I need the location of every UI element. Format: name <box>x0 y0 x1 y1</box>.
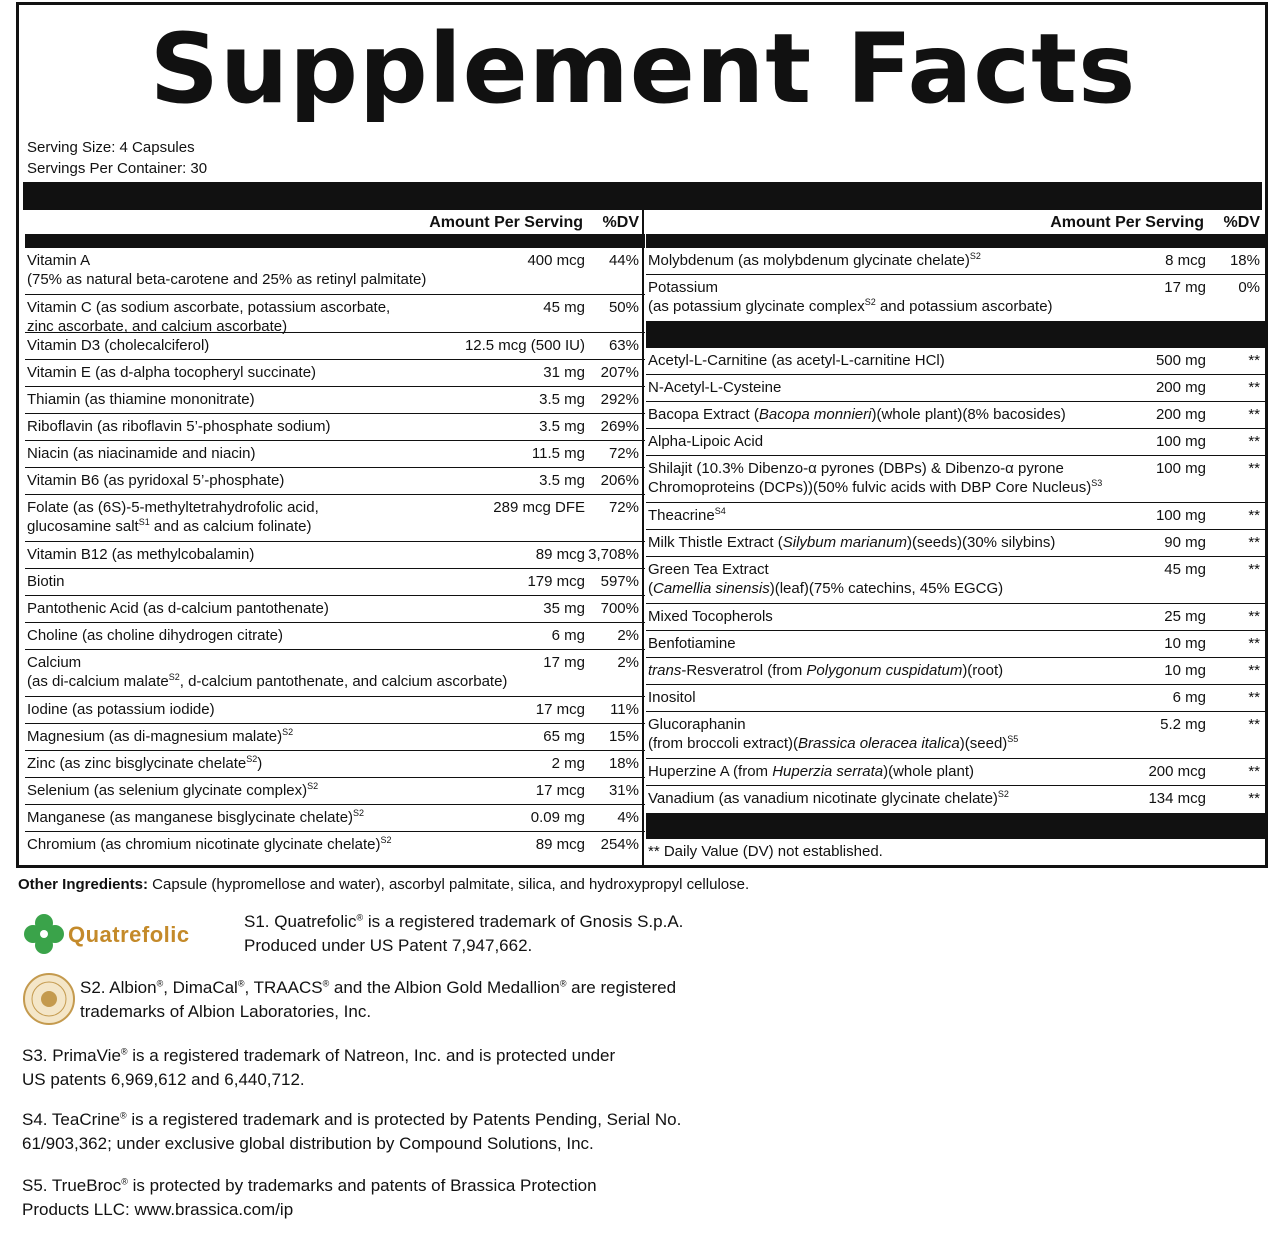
note-s5-line2: Products LLC: www.brassica.com/ip <box>22 1200 294 1219</box>
dv-value: ** <box>1248 460 1260 477</box>
note-s5 <box>22 1174 597 1222</box>
right-column <box>646 210 1266 865</box>
dv-value: 207% <box>600 364 639 381</box>
nutrient-name-text: Niacin (as niacinamide and niacin) <box>27 445 256 462</box>
nutrient-name-line2 <box>648 734 1018 754</box>
amount-value: 8 mcg <box>1165 252 1206 269</box>
nutrient-name-text: (as potassium glycinate complex <box>648 298 865 315</box>
footnote-ref: S2 <box>380 835 392 845</box>
nutrient-name-line2 <box>648 478 1102 498</box>
nutrient-name-text: Choline (as choline dihydrogen citrate) <box>27 627 283 644</box>
nutrient-name-text: Thiamin (as thiamine mononitrate) <box>27 391 255 408</box>
note-s5-a: S5. TrueBroc <box>22 1176 122 1195</box>
dv-header: %DV <box>1223 214 1260 231</box>
nutrient-name-text: (from broccoli extract)( <box>648 735 799 752</box>
nutrient-name-text: zinc ascorbate, and calcium ascorbate) <box>27 318 288 335</box>
footnote-ref: S2 <box>246 754 258 764</box>
amount-value: 11.5 mg <box>531 445 585 462</box>
nutrient-name-text: )(seed) <box>959 735 1008 752</box>
dv-value: 31% <box>608 782 639 799</box>
nutrient-name-text: )(whole plant)(8% bacosides) <box>871 406 1066 423</box>
nutrient-name <box>27 417 331 437</box>
amount-header: Amount Per Serving <box>429 214 583 231</box>
nutrient-name-italic: Huperzia serrata <box>772 763 884 780</box>
dv-value: 700% <box>600 600 639 617</box>
amount-value: 6 mg <box>551 627 585 644</box>
table-row <box>646 275 1266 322</box>
nutrient-name-text: Biotin <box>27 573 65 590</box>
footnote-ref: S5 <box>1007 734 1019 744</box>
note-s3-a: S3. PrimaVie <box>22 1046 121 1065</box>
nutrient-name-text: Chromoproteins (DCPs))(50% fulvic acids with DBP Core Nucleus) <box>648 479 1092 496</box>
table-row <box>25 441 645 468</box>
amount-value: 200 mg <box>1155 379 1206 396</box>
section-bar <box>646 322 1266 348</box>
note-s2-e: are registered <box>566 978 677 997</box>
nutrient-name-italic: trans <box>648 662 682 679</box>
dv-value: 2% <box>617 654 639 671</box>
dv-value: 269% <box>600 418 639 435</box>
dv-value: ** <box>1248 379 1260 396</box>
table-row <box>646 429 1266 456</box>
note-s2-d: and the Albion Gold Medallion <box>329 978 560 997</box>
dv-value: 44% <box>608 252 639 269</box>
footnote-ref: S2 <box>997 789 1009 799</box>
clover-icon <box>22 912 66 956</box>
note-s4-line2: 61/903,362; under exclusive global distribution by Compound Solutions, Inc. <box>22 1134 594 1153</box>
nutrient-name <box>648 533 1055 553</box>
nutrient-name <box>27 808 364 828</box>
amount-value: 2 mg <box>551 755 585 772</box>
amount-value: 17 mcg <box>535 701 585 718</box>
nutrient-name <box>27 251 90 271</box>
table-row <box>25 360 645 387</box>
nutrient-name-text: N-Acetyl-L-Cysteine <box>648 379 782 396</box>
amount-value: 400 mcg <box>527 252 585 269</box>
amount-value: 0.09 mg <box>530 809 585 826</box>
nutrient-name-text: (as di-calcium malate <box>27 673 169 690</box>
nutrient-name-text: Vitamin D3 (cholecalciferol) <box>27 337 210 354</box>
nutrient-name-text: Shilajit (10.3% Dibenzo-α pyrones (DBPs) & Dibenzo-α pyrone <box>648 460 1064 477</box>
dv-value: 597% <box>600 573 639 590</box>
dv-value: ** <box>1248 662 1260 679</box>
note-s1-b: is a registered trademark of Gnosis S.p.A. <box>363 912 684 931</box>
nutrient-name <box>27 471 284 491</box>
amount-value: 25 mg <box>1164 608 1206 625</box>
registered-mark: ® <box>356 912 364 923</box>
note-s4-a: S4. TeaCrine <box>22 1110 120 1129</box>
nutrient-name-text: Manganese (as manganese bisglycinate chelate) <box>27 809 354 826</box>
table-row <box>25 248 645 295</box>
amount-value: 10 mg <box>1164 635 1206 652</box>
nutrient-name-text: Riboflavin (as riboflavin 5’-phosphate sodium) <box>27 418 331 435</box>
registered-mark: ® <box>559 978 567 989</box>
left-rows <box>25 248 645 858</box>
footnote-ref: S3 <box>1091 478 1103 488</box>
nutrient-name-italic: Camellia sinensis <box>653 580 770 597</box>
amount-value: 5.2 mg <box>1160 716 1206 733</box>
nutrient-name-text: and potassium ascorbate) <box>875 298 1053 315</box>
table-row <box>646 402 1266 429</box>
nutrient-name-italic: Brassica oleracea italica <box>798 735 960 752</box>
note-s2 <box>80 976 676 1024</box>
amount-value: 35 mg <box>543 600 585 617</box>
nutrient-name-text: Milk Thistle Extract ( <box>648 534 783 551</box>
dv-value: ** <box>1248 534 1260 551</box>
nutrient-name-text: Alpha-Lipoic Acid <box>648 433 764 450</box>
dv-value: 50% <box>608 299 639 316</box>
nutrient-name <box>27 298 390 318</box>
registered-mark: ® <box>121 1176 128 1187</box>
dv-value: 292% <box>600 391 639 408</box>
nutrient-name-text: ) <box>257 755 263 772</box>
nutrient-name-text: )(whole plant) <box>883 763 974 780</box>
quatrefolic-logo <box>22 912 250 958</box>
table-row <box>25 495 645 542</box>
header-bar <box>23 182 1262 210</box>
note-s2-c: , TRAACS <box>244 978 323 997</box>
note-s2-line2: trademarks of Albion Laboratories, Inc. <box>80 1002 372 1021</box>
amount-value: 3.5 mg <box>539 472 585 489</box>
dv-value: 254% <box>600 836 639 853</box>
table-row <box>25 569 645 596</box>
dv-value: 18% <box>1229 252 1260 269</box>
nutrient-name <box>648 560 769 580</box>
dv-value: ** <box>1248 716 1260 733</box>
nutrient-name-line2 <box>27 672 507 692</box>
nutrient-name-line2 <box>27 270 426 290</box>
nutrient-name-text: Vitamin A <box>27 252 91 269</box>
table-row <box>646 456 1266 503</box>
column-header <box>25 210 645 234</box>
column-header <box>646 210 1266 234</box>
table-row <box>25 724 645 751</box>
nutrient-name-italic: Bacopa monnieri <box>758 406 872 423</box>
dv-value: 206% <box>600 472 639 489</box>
dv-value: 11% <box>610 701 639 718</box>
dv-value: 72% <box>608 499 639 516</box>
dv-value: ** <box>1248 352 1260 369</box>
section-bar <box>646 813 1266 839</box>
note-s2-b: , DimaCal <box>163 978 238 997</box>
nutrient-name-text: (75% as natural beta-carotene and 25% as retinyl palmitate) <box>27 271 427 288</box>
dv-value: 63% <box>608 337 639 354</box>
amount-value: 200 mg <box>1155 406 1206 423</box>
nutrient-name <box>648 432 763 452</box>
amount-value: 89 mcg <box>535 546 585 563</box>
nutrient-name-line2 <box>27 517 312 537</box>
table-row <box>646 348 1266 375</box>
nutrient-name-italic: Polygonum cuspidatum <box>806 662 963 679</box>
footnote-ref: S4 <box>714 506 726 516</box>
nutrient-name <box>27 444 255 464</box>
dv-value: 18% <box>608 755 639 772</box>
nutrient-name-text: )(seeds)(30% silybins) <box>906 534 1056 551</box>
nutrient-name-text: glucosamine salt <box>27 518 139 535</box>
registered-mark: ® <box>237 978 245 989</box>
amount-value: 45 mg <box>1164 561 1206 578</box>
nutrient-name <box>648 789 1009 809</box>
nutrient-name-text: Chromium (as chromium nicotinate glycinate chelate) <box>27 836 381 853</box>
right-rows-minerals <box>646 248 1266 322</box>
nutrient-name-text: Zinc (as zinc bisglycinate chelate <box>27 755 247 772</box>
header-rule <box>25 234 645 248</box>
table-row <box>646 503 1266 530</box>
nutrient-name <box>27 572 65 592</box>
table-row <box>646 658 1266 685</box>
nutrient-name-text: Inositol <box>648 689 696 706</box>
footnote-ref: S2 <box>307 781 319 791</box>
nutrient-name <box>648 634 736 654</box>
dv-value: ** <box>1248 790 1260 807</box>
nutrient-name-text: )(leaf)(75% catechins, 45% EGCG) <box>769 580 1004 597</box>
nutrient-name <box>648 378 781 398</box>
note-s4-b: is a registered trademark and is protected by Patents Pending, Serial No. <box>126 1110 682 1129</box>
footnote-ref: S1 <box>138 517 150 527</box>
nutrient-name-line2 <box>648 579 1003 599</box>
amount-value: 17 mg <box>543 654 585 671</box>
dv-value: ** <box>1248 763 1260 780</box>
table-row <box>25 751 645 778</box>
nutrient-name <box>648 688 696 708</box>
nutrient-name <box>27 835 392 855</box>
nutrient-name <box>27 599 329 619</box>
nutrient-name-text: ( <box>648 580 653 597</box>
table-row <box>646 530 1266 557</box>
table-row <box>646 786 1266 813</box>
dv-value: ** <box>1248 608 1260 625</box>
albion-seal-icon <box>22 972 76 1026</box>
nutrient-name-text: Selenium (as selenium glycinate complex) <box>27 782 308 799</box>
nutrient-name-text: Glucoraphanin <box>648 716 746 733</box>
other-ingredients-label: Other Ingredients: <box>18 876 149 893</box>
nutrient-name-text: Folate (as (6S)-5-methyltetrahydrofolic acid, <box>27 499 319 516</box>
table-row <box>25 805 645 832</box>
footnote-ref: S2 <box>353 808 365 818</box>
nutrient-name <box>27 363 316 383</box>
nutrient-name <box>27 336 209 356</box>
nutrient-name <box>648 251 981 271</box>
dv-value: ** <box>1248 635 1260 652</box>
nutrient-name <box>648 762 974 782</box>
nutrient-name-text: )(root) <box>962 662 1004 679</box>
footnote-ref: S2 <box>282 727 294 737</box>
supplement-facts-panel <box>16 2 1268 868</box>
dv-value: 72% <box>608 445 639 462</box>
nutrient-name <box>648 715 746 735</box>
amount-value: 3.5 mg <box>539 418 585 435</box>
nutrient-name <box>648 459 1064 479</box>
note-s1-a: S1. Quatrefolic <box>244 912 357 931</box>
table-row <box>646 685 1266 712</box>
nutrient-name-text: Mixed Tocopherols <box>648 608 773 625</box>
note-s2-a: S2. Albion <box>80 978 157 997</box>
table-row <box>646 604 1266 631</box>
dv-value: 2% <box>617 627 639 644</box>
amount-value: 100 mg <box>1155 507 1206 524</box>
servings-per-container: Servings Per Container: 30 <box>27 160 208 177</box>
nutrient-name-text: Bacopa Extract ( <box>648 406 759 423</box>
dv-value: ** <box>1248 561 1260 578</box>
dv-value: 4% <box>617 809 639 826</box>
dv-header: %DV <box>602 214 639 231</box>
left-column <box>25 210 645 858</box>
table-row <box>25 596 645 623</box>
nutrient-name <box>27 653 81 673</box>
note-s1-line2: Produced under US Patent 7,947,662. <box>244 936 533 955</box>
nutrient-name <box>648 405 1066 425</box>
table-row <box>25 778 645 805</box>
header-rule <box>646 234 1266 248</box>
nutrient-name-text: Vitamin B12 (as methylcobalamin) <box>27 546 255 563</box>
amount-value: 500 mg <box>1155 352 1206 369</box>
table-row <box>646 557 1266 604</box>
note-s1 <box>244 910 683 958</box>
nutrient-name-text: Huperzine A (from <box>648 763 773 780</box>
dv-value: 0% <box>1238 279 1260 296</box>
registered-mark: ® <box>322 978 330 989</box>
nutrient-name <box>648 278 718 298</box>
nutrient-name <box>27 781 318 801</box>
nutrient-name <box>648 351 945 371</box>
amount-header: Amount Per Serving <box>1050 214 1204 231</box>
right-rows-ingredients <box>646 348 1266 813</box>
table-row <box>25 333 645 360</box>
nutrient-name <box>648 607 773 627</box>
nutrient-name-text: Vanadium (as vanadium nicotinate glycinate chelate) <box>648 790 998 807</box>
nutrient-name-line2 <box>648 297 1053 317</box>
table-row <box>25 832 645 858</box>
amount-value: 17 mg <box>1164 279 1206 296</box>
nutrient-name <box>648 506 726 526</box>
nutrient-name-text: Green Tea Extract <box>648 561 769 578</box>
table-row <box>25 414 645 441</box>
table-row <box>646 759 1266 786</box>
amount-value: 65 mg <box>543 728 585 745</box>
nutrient-name-text: Acetyl-L-Carnitine (as acetyl-L-carnitine HCl) <box>648 352 945 369</box>
nutrient-name <box>27 390 255 410</box>
nutrient-name <box>27 754 262 774</box>
table-row <box>646 712 1266 759</box>
dv-value: ** <box>1248 507 1260 524</box>
nutrient-name-text: Magnesium (as di-magnesium malate) <box>27 728 283 745</box>
amount-value: 100 mg <box>1155 433 1206 450</box>
nutrient-name-text: Potassium <box>648 279 719 296</box>
nutrient-name <box>27 727 293 747</box>
amount-value: 10 mg <box>1164 662 1206 679</box>
amount-value: 100 mg <box>1155 460 1206 477</box>
nutrient-name-text: Vitamin E (as d-alpha tocopheryl succinate) <box>27 364 317 381</box>
serving-size: Serving Size: 4 Capsules <box>27 139 195 156</box>
table-row <box>25 623 645 650</box>
table-row <box>25 542 645 569</box>
other-ingredients <box>18 876 749 893</box>
amount-value: 3.5 mg <box>539 391 585 408</box>
amount-value: 12.5 mcg (500 IU) <box>464 337 585 354</box>
nutrient-name-text: Theacrine <box>648 507 715 524</box>
nutrient-name <box>648 661 1003 681</box>
nutrient-name-text: -Resveratrol (from <box>681 662 807 679</box>
nutrient-name <box>27 545 254 565</box>
other-ingredients-text: Capsule (hypromellose and water), ascorbyl palmitate, silica, and hydroxypropyl cellulose. <box>148 876 750 893</box>
nutrient-name <box>27 700 215 720</box>
amount-value: 6 mg <box>1172 689 1206 706</box>
nutrient-name-text: Pantothenic Acid (as d-calcium pantothenate) <box>27 600 329 617</box>
nutrient-name-text: Benfotiamine <box>648 635 736 652</box>
nutrient-name-text: Vitamin B6 (as pyridoxal 5’-phosphate) <box>27 472 285 489</box>
footnote-ref: S2 <box>864 297 876 307</box>
registered-mark: ® <box>120 1046 128 1057</box>
table-row <box>25 697 645 724</box>
nutrient-name-text: Calcium <box>27 654 82 671</box>
amount-value: 90 mg <box>1164 534 1206 551</box>
dv-value: ** <box>1248 689 1260 706</box>
dv-value: ** <box>1248 433 1260 450</box>
amount-value: 179 mcg <box>527 573 585 590</box>
nutrient-name-text: Molybdenum (as molybdenum glycinate chelate) <box>648 252 970 269</box>
table-row <box>25 468 645 495</box>
quatrefolic-wordmark: Quatrefolic <box>68 922 190 947</box>
amount-value: 31 mg <box>543 364 585 381</box>
dv-footnote: ** Daily Value (DV) not established. <box>648 843 883 860</box>
registered-mark: ® <box>119 1110 127 1121</box>
amount-value: 289 mcg DFE <box>493 499 585 516</box>
nutrient-name <box>27 498 319 518</box>
nutrient-name-text: and as calcium folinate) <box>149 518 312 535</box>
nutrient-name <box>27 626 283 646</box>
footnote-ref: S2 <box>168 672 180 682</box>
registered-mark: ® <box>156 978 164 989</box>
amount-value: 45 mg <box>543 299 585 316</box>
amount-value: 89 mcg <box>535 836 585 853</box>
panel-title: Supplement Facts <box>149 13 1137 125</box>
table-row <box>25 650 645 697</box>
footnote-ref: S2 <box>969 251 981 261</box>
note-s3 <box>22 1044 615 1092</box>
table-row <box>25 387 645 414</box>
note-s4 <box>22 1108 681 1156</box>
table-row <box>646 631 1266 658</box>
note-s3-b: is a registered trademark of Natreon, Inc. and is protected under <box>127 1046 616 1065</box>
dv-value: 15% <box>608 728 639 745</box>
amount-value: 200 mcg <box>1148 763 1206 780</box>
dv-footnote-row <box>646 839 1266 865</box>
nutrient-name-text: , d-calcium pantothenate, and calcium ascorbate) <box>179 673 508 690</box>
dv-value: 3,708% <box>588 546 639 563</box>
dv-value: ** <box>1248 406 1260 423</box>
table-row <box>25 295 645 333</box>
table-row <box>646 375 1266 402</box>
amount-value: 17 mcg <box>535 782 585 799</box>
nutrient-name-italic: Silybum marianum <box>782 534 907 551</box>
note-s3-line2: US patents 6,969,612 and 6,440,712. <box>22 1070 305 1089</box>
nutrient-name-text: Iodine (as potassium iodide) <box>27 701 215 718</box>
note-s5-b: is protected by trademarks and patents of Brassica Protection <box>127 1176 597 1195</box>
table-row <box>646 248 1266 275</box>
nutrient-name-text: Vitamin C (as sodium ascorbate, potassium ascorbate, <box>27 299 391 316</box>
amount-value: 134 mcg <box>1148 790 1206 807</box>
